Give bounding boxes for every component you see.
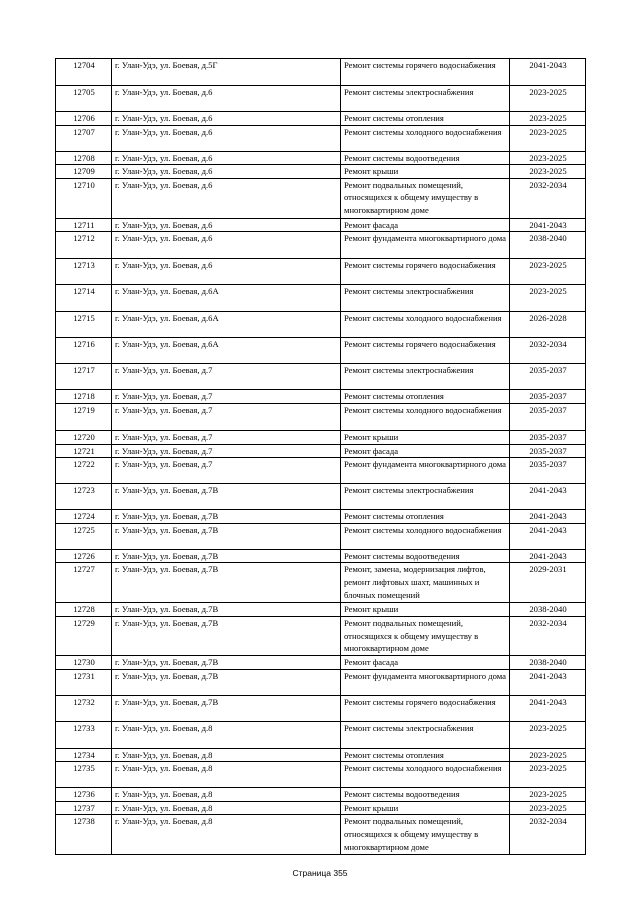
cell-work-type: Ремонт фундамента многоквартирного дома	[341, 458, 510, 484]
cell-address: г. Улан-Удэ, ул. Боевая, д.7	[112, 403, 341, 430]
table-row	[56, 721, 586, 748]
table-row	[56, 364, 586, 390]
table-row	[56, 762, 586, 788]
cell-work-type: Ремонт фундамента многоквартирного дома	[341, 232, 510, 259]
cell-period: 2026-2028	[510, 312, 586, 338]
cell-number: 12706	[56, 112, 112, 126]
table-row	[56, 655, 586, 669]
works-table	[55, 58, 586, 855]
cell-address: г. Улан-Удэ, ул. Боевая, д.6	[112, 86, 341, 112]
cell-address: г. Улан-Удэ, ул. Боевая, д.6	[112, 125, 341, 151]
table-row	[56, 444, 586, 458]
cell-work-type: Ремонт системы холодного водоснабжения	[341, 312, 510, 338]
cell-number: 12708	[56, 151, 112, 165]
cell-work-type: Ремонт крыши	[341, 801, 510, 815]
cell-work-type: Ремонт системы отопления	[341, 510, 510, 524]
cell-period: 2023-2025	[510, 788, 586, 802]
cell-number: 12713	[56, 259, 112, 285]
cell-address: г. Улан-Удэ, ул. Боевая, д.7В	[112, 616, 341, 655]
cell-number: 12729	[56, 616, 112, 655]
cell-work-type: Ремонт крыши	[341, 603, 510, 617]
cell-number: 12704	[56, 59, 112, 86]
cell-work-type: Ремонт подвальных помещений, относящихся к общему имуществу в многоквартирном доме	[341, 616, 510, 655]
cell-address: г. Улан-Удэ, ул. Боевая, д.7	[112, 458, 341, 484]
cell-work-type: Ремонт системы электроснабжения	[341, 364, 510, 390]
cell-period: 2023-2025	[510, 86, 586, 112]
table-row	[56, 695, 586, 721]
cell-address: г. Улан-Удэ, ул. Боевая, д.8	[112, 748, 341, 762]
table-row	[56, 232, 586, 259]
cell-number: 12732	[56, 695, 112, 721]
table-row	[56, 390, 586, 404]
table-row	[56, 403, 586, 430]
cell-number: 12723	[56, 484, 112, 510]
cell-work-type: Ремонт системы холодного водоснабжения	[341, 403, 510, 430]
cell-number: 12718	[56, 390, 112, 404]
table-row	[56, 669, 586, 695]
cell-number: 12719	[56, 403, 112, 430]
cell-period: 2023-2025	[510, 285, 586, 312]
cell-number: 12709	[56, 165, 112, 179]
cell-number: 12717	[56, 364, 112, 390]
cell-address: г. Улан-Удэ, ул. Боевая, д.7В	[112, 510, 341, 524]
table-row	[56, 59, 586, 86]
cell-period: 2041-2043	[510, 549, 586, 563]
cell-address: г. Улан-Удэ, ул. Боевая, д.6А	[112, 338, 341, 364]
cell-number: 12721	[56, 444, 112, 458]
table-row	[56, 815, 586, 855]
cell-period: 2032-2034	[510, 616, 586, 655]
cell-number: 12711	[56, 218, 112, 232]
cell-number: 12736	[56, 788, 112, 802]
cell-address: г. Улан-Удэ, ул. Боевая, д.7	[112, 444, 341, 458]
table-row	[56, 510, 586, 524]
cell-address: г. Улан-Удэ, ул. Боевая, д.8	[112, 788, 341, 802]
cell-address: г. Улан-Удэ, ул. Боевая, д.6	[112, 151, 341, 165]
cell-number: 12725	[56, 523, 112, 549]
cell-work-type: Ремонт системы отопления	[341, 112, 510, 126]
cell-address: г. Улан-Удэ, ул. Боевая, д.6	[112, 178, 341, 218]
table-row	[56, 218, 586, 232]
cell-work-type: Ремонт системы электроснабжения	[341, 484, 510, 510]
table-row	[56, 165, 586, 179]
cell-work-type: Ремонт фасада	[341, 444, 510, 458]
cell-address: г. Улан-Удэ, ул. Боевая, д.7В	[112, 523, 341, 549]
cell-work-type: Ремонт фасада	[341, 218, 510, 232]
cell-address: г. Улан-Удэ, ул. Боевая, д.7	[112, 430, 341, 444]
cell-work-type: Ремонт системы горячего водоснабжения	[341, 695, 510, 721]
cell-number: 12714	[56, 285, 112, 312]
cell-address: г. Улан-Удэ, ул. Боевая, д.6А	[112, 312, 341, 338]
cell-period: 2023-2025	[510, 125, 586, 151]
cell-number: 12710	[56, 178, 112, 218]
cell-address: г. Улан-Удэ, ул. Боевая, д.6	[112, 259, 341, 285]
cell-period: 2035-2037	[510, 444, 586, 458]
cell-address: г. Улан-Удэ, ул. Боевая, д.7В	[112, 484, 341, 510]
cell-number: 12726	[56, 549, 112, 563]
cell-work-type: Ремонт системы электроснабжения	[341, 86, 510, 112]
cell-period: 2023-2025	[510, 165, 586, 179]
table-row	[56, 549, 586, 563]
cell-address: г. Улан-Удэ, ул. Боевая, д.6	[112, 218, 341, 232]
cell-work-type: Ремонт системы горячего водоснабжения	[341, 59, 510, 86]
cell-number: 12715	[56, 312, 112, 338]
cell-address: г. Улан-Удэ, ул. Боевая, д.6	[112, 232, 341, 259]
cell-work-type: Ремонт системы горячего водоснабжения	[341, 259, 510, 285]
cell-period: 2023-2025	[510, 151, 586, 165]
cell-number: 12716	[56, 338, 112, 364]
cell-number: 12738	[56, 815, 112, 855]
table-row	[56, 616, 586, 655]
cell-period: 2041-2043	[510, 218, 586, 232]
cell-number: 12724	[56, 510, 112, 524]
cell-work-type: Ремонт системы отопления	[341, 390, 510, 404]
cell-period: 2035-2037	[510, 458, 586, 484]
cell-period: 2035-2037	[510, 403, 586, 430]
cell-work-type: Ремонт системы холодного водоснабжения	[341, 762, 510, 788]
cell-period: 2032-2034	[510, 815, 586, 855]
table-row	[56, 603, 586, 617]
cell-work-type: Ремонт системы водоотведения	[341, 151, 510, 165]
cell-period: 2023-2025	[510, 748, 586, 762]
cell-work-type: Ремонт системы горячего водоснабжения	[341, 338, 510, 364]
cell-number: 12728	[56, 603, 112, 617]
cell-work-type: Ремонт подвальных помещений, относящихся к общему имуществу в многоквартирном доме	[341, 178, 510, 218]
cell-address: г. Улан-Удэ, ул. Боевая, д.7В	[112, 603, 341, 617]
cell-address: г. Улан-Удэ, ул. Боевая, д.7В	[112, 655, 341, 669]
cell-period: 2035-2037	[510, 390, 586, 404]
cell-work-type: Ремонт системы холодного водоснабжения	[341, 125, 510, 151]
cell-address: г. Улан-Удэ, ул. Боевая, д.7В	[112, 695, 341, 721]
table-row	[56, 563, 586, 603]
cell-period: 2032-2034	[510, 338, 586, 364]
table-row	[56, 112, 586, 126]
table-row	[56, 259, 586, 285]
cell-number: 12730	[56, 655, 112, 669]
table-row	[56, 484, 586, 510]
cell-work-type: Ремонт крыши	[341, 430, 510, 444]
cell-number: 12707	[56, 125, 112, 151]
cell-period: 2038-2040	[510, 232, 586, 259]
cell-address: г. Улан-Удэ, ул. Боевая, д.7	[112, 364, 341, 390]
cell-address: г. Улан-Удэ, ул. Боевая, д.7В	[112, 563, 341, 603]
cell-address: г. Улан-Удэ, ул. Боевая, д.6	[112, 112, 341, 126]
cell-work-type: Ремонт системы отопления	[341, 748, 510, 762]
page-number: Страница 355	[292, 868, 348, 878]
table-row	[56, 125, 586, 151]
table-row	[56, 458, 586, 484]
table-row	[56, 86, 586, 112]
cell-period: 2041-2043	[510, 695, 586, 721]
cell-period: 2035-2037	[510, 364, 586, 390]
cell-period: 2041-2043	[510, 59, 586, 86]
cell-period: 2023-2025	[510, 259, 586, 285]
cell-period: 2038-2040	[510, 655, 586, 669]
table-row	[56, 748, 586, 762]
cell-period: 2029-2031	[510, 563, 586, 603]
table-row	[56, 430, 586, 444]
cell-address: г. Улан-Удэ, ул. Боевая, д.8	[112, 815, 341, 855]
cell-period: 2041-2043	[510, 669, 586, 695]
cell-work-type: Ремонт крыши	[341, 165, 510, 179]
cell-address: г. Улан-Удэ, ул. Боевая, д.8	[112, 721, 341, 748]
cell-address: г. Улан-Удэ, ул. Боевая, д.8	[112, 801, 341, 815]
cell-work-type: Ремонт подвальных помещений, относящихся к общему имуществу в многоквартирном доме	[341, 815, 510, 855]
cell-number: 12720	[56, 430, 112, 444]
cell-period: 2041-2043	[510, 484, 586, 510]
cell-number: 12727	[56, 563, 112, 603]
cell-address: г. Улан-Удэ, ул. Боевая, д.7В	[112, 549, 341, 563]
cell-work-type: Ремонт системы электроснабжения	[341, 285, 510, 312]
cell-work-type: Ремонт системы водоотведения	[341, 788, 510, 802]
cell-work-type: Ремонт системы водоотведения	[341, 549, 510, 563]
table-row	[56, 178, 586, 218]
cell-period: 2023-2025	[510, 801, 586, 815]
table-row	[56, 151, 586, 165]
cell-address: г. Улан-Удэ, ул. Боевая, д.7В	[112, 669, 341, 695]
cell-number: 12734	[56, 748, 112, 762]
cell-work-type: Ремонт фасада	[341, 655, 510, 669]
table-row	[56, 523, 586, 549]
cell-period: 2023-2025	[510, 762, 586, 788]
cell-work-type: Ремонт фундамента многоквартирного дома	[341, 669, 510, 695]
cell-number: 12733	[56, 721, 112, 748]
table-row	[56, 801, 586, 815]
cell-number: 12712	[56, 232, 112, 259]
table-row	[56, 338, 586, 364]
table-row	[56, 312, 586, 338]
cell-number: 12735	[56, 762, 112, 788]
cell-work-type: Ремонт системы холодного водоснабжения	[341, 523, 510, 549]
cell-period: 2023-2025	[510, 112, 586, 126]
cell-address: г. Улан-Удэ, ул. Боевая, д.8	[112, 762, 341, 788]
cell-number: 12705	[56, 86, 112, 112]
cell-period: 2032-2034	[510, 178, 586, 218]
cell-address: г. Улан-Удэ, ул. Боевая, д.7	[112, 390, 341, 404]
cell-period: 2041-2043	[510, 523, 586, 549]
cell-period: 2038-2040	[510, 603, 586, 617]
cell-period: 2035-2037	[510, 430, 586, 444]
table-row	[56, 285, 586, 312]
cell-work-type: Ремонт, замена, модернизация лифтов, ремонт лифтовых шахт, машинных и блочных помещений	[341, 563, 510, 603]
cell-work-type: Ремонт системы электроснабжения	[341, 721, 510, 748]
cell-period: 2041-2043	[510, 510, 586, 524]
cell-address: г. Улан-Удэ, ул. Боевая, д.6	[112, 165, 341, 179]
cell-address: г. Улан-Удэ, ул. Боевая, д.6А	[112, 285, 341, 312]
works-table-body	[56, 59, 586, 855]
cell-address: г. Улан-Удэ, ул. Боевая, д.5Г	[112, 59, 341, 86]
table-row	[56, 788, 586, 802]
cell-period: 2023-2025	[510, 721, 586, 748]
cell-number: 12722	[56, 458, 112, 484]
cell-number: 12737	[56, 801, 112, 815]
cell-number: 12731	[56, 669, 112, 695]
